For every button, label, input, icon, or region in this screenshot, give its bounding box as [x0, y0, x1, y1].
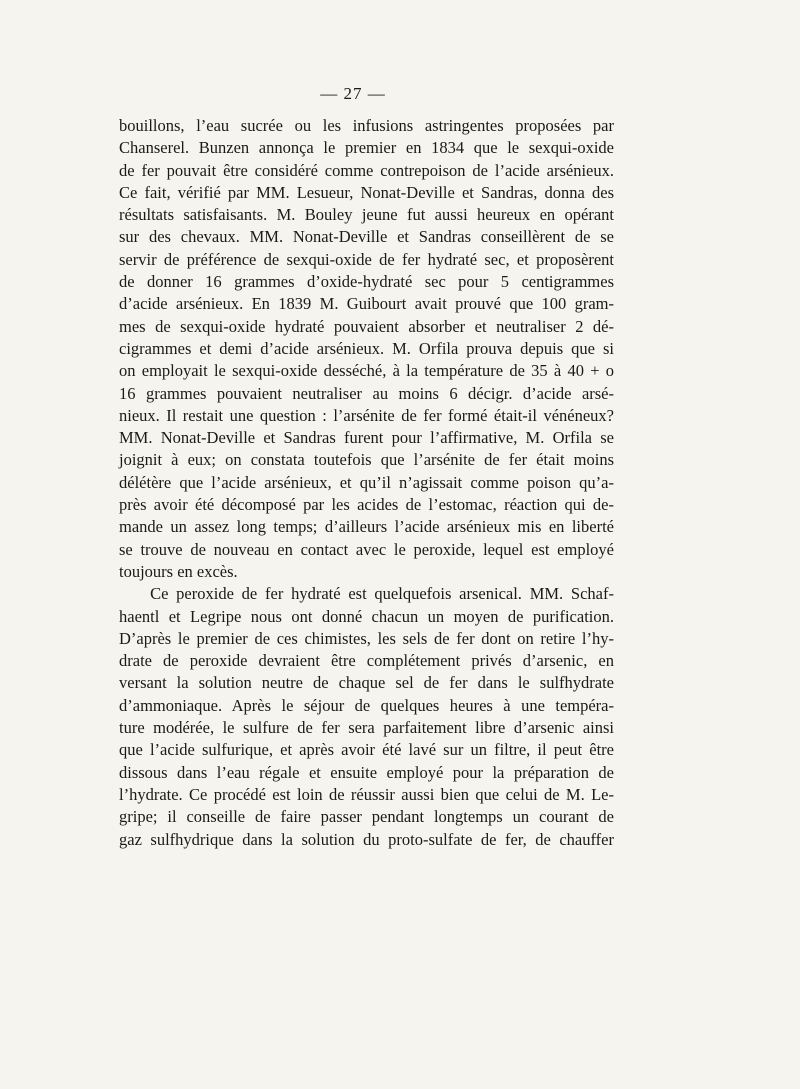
- page-number: — 27 —: [320, 84, 386, 103]
- text-line: MM. Nonat-Deville et Sandras furent pour l’affirmative, M. Orfila se: [119, 428, 614, 448]
- text-line: se trouve de nouveau en contact avec le peroxide, lequel est employé: [119, 539, 614, 559]
- text-line: d’ammoniaque. Après le séjour de quelques heures à une tempéra-: [119, 695, 614, 715]
- text-line: de donner 16 grammes d’oxide-hydraté sec pour 5 centigrammes: [119, 272, 614, 292]
- text-line: bouillons, l’eau sucrée ou les infusions astringentes proposées par: [119, 116, 614, 135]
- text-line: mande un assez long temps; d’ailleurs l’acide arsénieux mis en liberté: [119, 517, 614, 537]
- text-line: servir de préférence de sexqui-oxide de fer hydraté sec, et proposèrent: [119, 249, 614, 269]
- text-line: D’après le premier de ces chimistes, les sels de fer dont on retire l’hy-: [119, 628, 614, 648]
- text-line: d’acide arsénieux. En 1839 M. Guibourt avait prouvé que 100 gram-: [119, 294, 614, 314]
- text-line: dissous dans l’eau régale et ensuite employé pour la préparation de: [119, 762, 614, 782]
- text-line: Ce fait, vérifié par MM. Lesueur, Nonat-Deville et Sandras, donna des: [119, 182, 614, 202]
- text-line: Chanserel. Bunzen annonça le premier en 1834 que le sexqui-oxide: [119, 138, 614, 158]
- text-line: versant la solution neutre de chaque sel de fer dans le sulfhydrate: [119, 673, 614, 693]
- text-line: sur des chevaux. MM. Nonat-Deville et Sandras conseillèrent de se: [119, 227, 614, 247]
- text-line: gaz sulfhydrique dans la solution du proto-sulfate de fer, de chauffer: [119, 829, 614, 849]
- text-line: drate de peroxide devraient être complétement privés d’arsenic, en: [119, 651, 614, 671]
- text-line: de fer pouvait être considéré comme contrepoison de l’acide arsénieux.: [119, 160, 614, 180]
- paragraph-2: [119, 583, 614, 851]
- text-line: délétère que l’acide arsénieux, et qu’il n’agissait comme poison qu’a-: [119, 472, 614, 492]
- text-line: joignit à eux; on constata toutefois que l’arsénite de fer était moins: [119, 450, 614, 470]
- text-line: nieux. Il restait une question : l’arsénite de fer formé était-il vénéneux?: [119, 405, 614, 425]
- body-text: [119, 115, 614, 851]
- text-line: 16 grammes pouvaient neutraliser au moins 6 décigr. d’acide arsé-: [119, 383, 614, 403]
- text-line: que l’acide sulfurique, et après avoir été lavé sur un filtre, il peut être: [119, 740, 614, 760]
- text-line: cigrammes et demi d’acide arsénieux. M. Orfila prouva depuis que si: [119, 338, 614, 358]
- text-line: ture modérée, le sulfure de fer sera parfaitement libre d’arsenic ainsi: [119, 718, 614, 738]
- paragraph-1: [119, 115, 614, 583]
- text-line: haentl et Legripe nous ont donné chacun un moyen de purification.: [119, 606, 614, 626]
- text-line: l’hydrate. Ce procédé est loin de réussir aussi bien que celui de M. Le-: [119, 784, 614, 804]
- text-line: près avoir été décomposé par les acides de l’estomac, réaction qui de-: [119, 495, 614, 515]
- text-line: Ce peroxide de fer hydraté est quelquefois arsenical. MM. Schaf-: [119, 584, 614, 604]
- text-line: toujours en excès.: [119, 561, 238, 581]
- text-line: on employait le sexqui-oxide desséché, à la température de 35 à 40 + o: [119, 361, 614, 381]
- text-line: mes de sexqui-oxide hydraté pouvaient absorber et neutraliser 2 dé-: [119, 316, 614, 336]
- text-line: résultats satisfaisants. M. Bouley jeune fut aussi heureux en opérant: [119, 205, 614, 225]
- text-line: gripe; il conseille de faire passer pendant longtemps un courant de: [119, 807, 614, 827]
